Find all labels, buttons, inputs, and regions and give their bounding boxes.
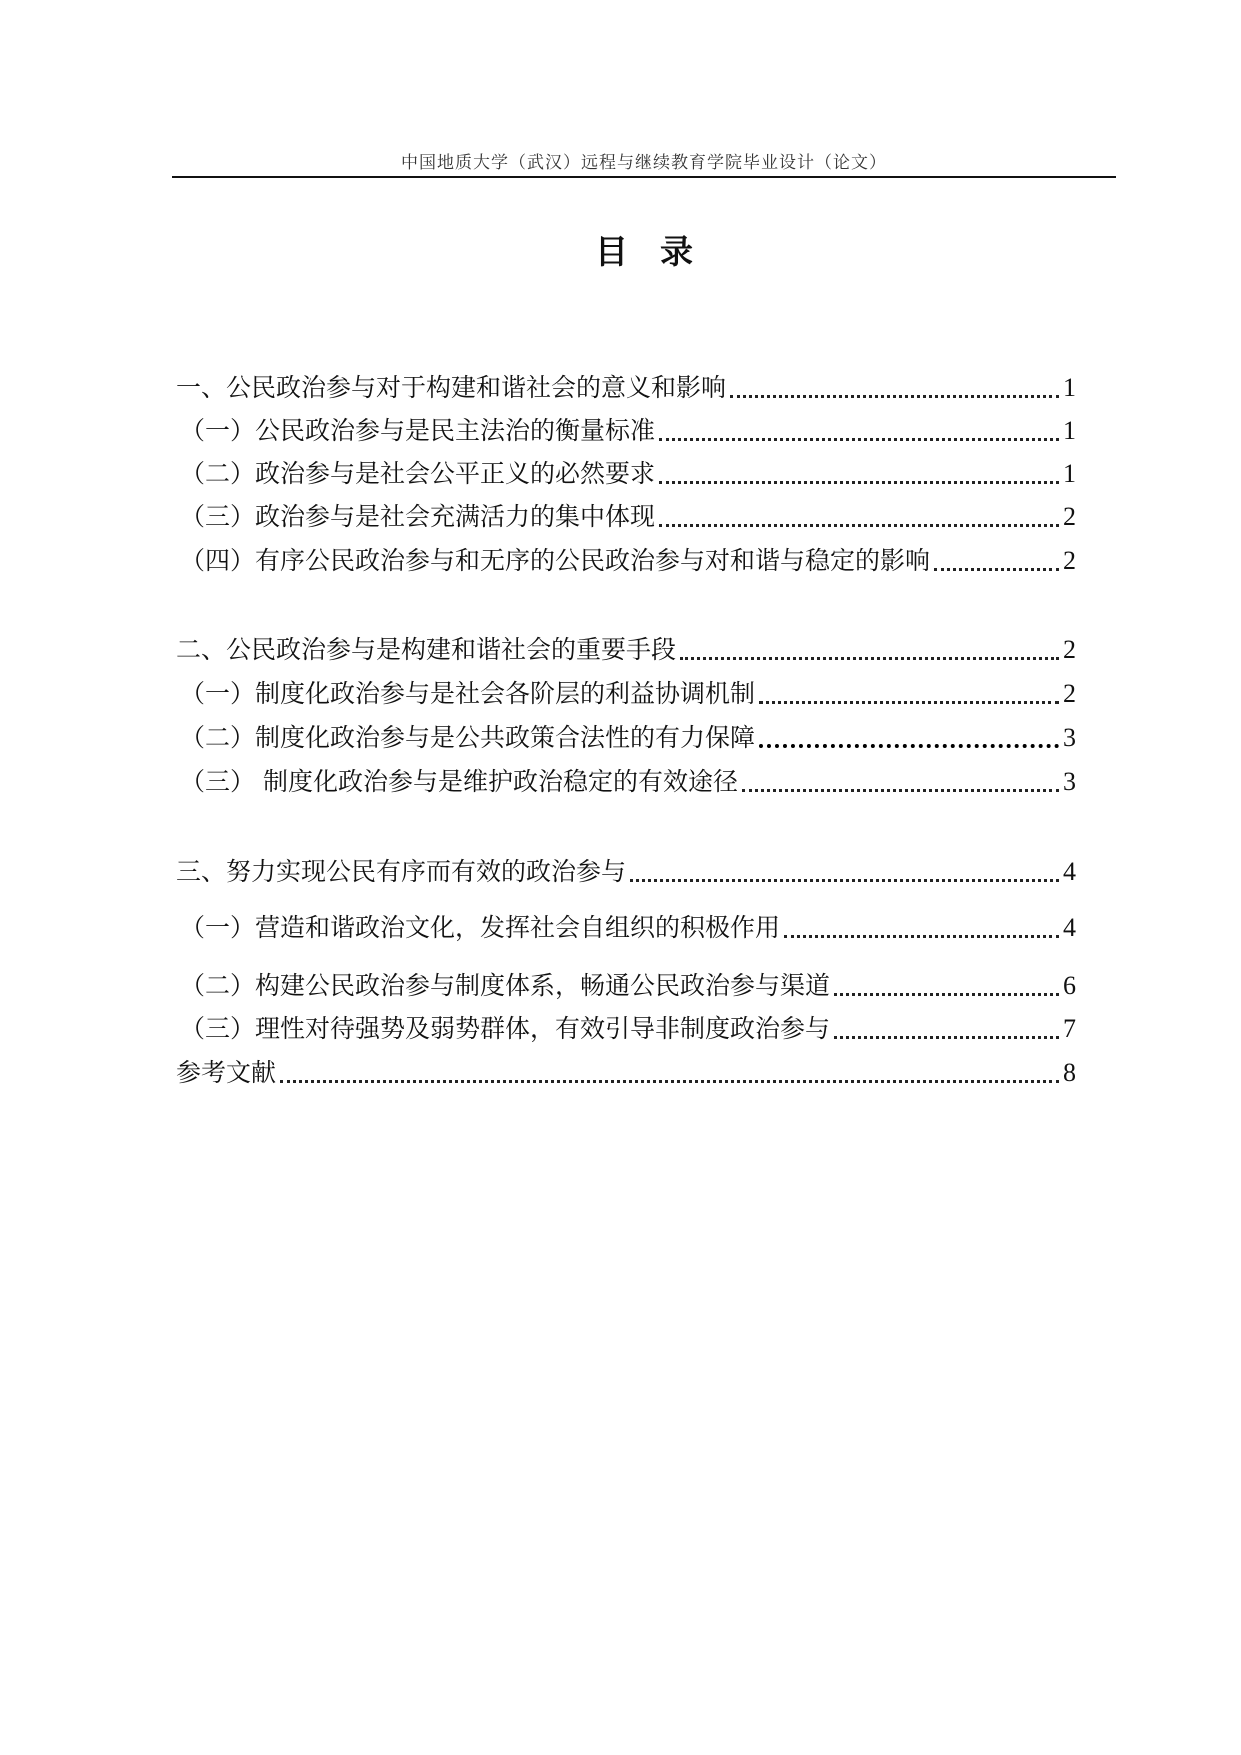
toc-leader-dots xyxy=(659,524,1059,527)
toc-entry[interactable] xyxy=(176,764,1076,800)
toc-entry[interactable] xyxy=(176,543,1076,579)
toc-entry-page: 2 xyxy=(1063,635,1076,664)
toc-leader-dots xyxy=(784,935,1059,938)
toc-entry-page: 3 xyxy=(1063,723,1076,752)
header-rule xyxy=(172,176,1116,178)
toc-entry[interactable] xyxy=(176,456,1076,492)
toc-entry-page: 4 xyxy=(1063,857,1076,886)
toc-entry-page: 6 xyxy=(1063,971,1076,1000)
toc-entry-label: （一）制度化政治参与是社会各阶层的利益协调机制 xyxy=(180,679,756,708)
toc-entry-label: （一）营造和谐政治文化，发挥社会自组织的积极作用 xyxy=(180,913,781,942)
toc-entry-label: （二）政治参与是社会公平正义的必然要求 xyxy=(180,459,656,488)
toc-entry-page: 8 xyxy=(1063,1058,1076,1087)
toc-entry[interactable] xyxy=(176,1011,1076,1047)
toc-entry-label: 一、公民政治参与对于构建和谐社会的意义和影响 xyxy=(176,373,727,402)
toc-entry-page: 1 xyxy=(1063,416,1076,445)
toc-entry[interactable] xyxy=(176,1055,1076,1091)
toc-entry-page: 2 xyxy=(1063,679,1076,708)
toc-leader-dots xyxy=(630,879,1059,882)
toc-entry-page: 3 xyxy=(1063,767,1076,796)
toc-entry[interactable] xyxy=(176,968,1076,1004)
toc-leader-dots xyxy=(834,1036,1059,1039)
toc-entry[interactable] xyxy=(176,720,1076,756)
toc-leader-dots xyxy=(280,1080,1059,1083)
toc-entry[interactable] xyxy=(176,854,1076,890)
toc-leader-dots xyxy=(934,568,1059,571)
toc-entry-page: 4 xyxy=(1063,913,1076,942)
toc-entry[interactable] xyxy=(176,632,1076,668)
toc-entry[interactable] xyxy=(176,910,1076,946)
toc-entry-label: （二）构建公民政治参与制度体系，畅通公民政治参与渠道 xyxy=(180,971,831,1000)
toc-entry-page: 2 xyxy=(1063,546,1076,575)
toc-entry-page: 7 xyxy=(1063,1014,1076,1043)
toc-leader-dots xyxy=(759,744,1059,748)
toc-entry[interactable] xyxy=(176,676,1076,712)
toc-entry-label: （三）政治参与是社会充满活力的集中体现 xyxy=(180,502,656,531)
toc-entry-label: （四）有序公民政治参与和无序的公民政治参与对和谐与稳定的影响 xyxy=(180,546,931,575)
toc-leader-dots xyxy=(742,789,1059,792)
page-title: 目录 xyxy=(595,232,725,271)
toc-entry-label: （三）理性对待强势及弱势群体，有效引导非制度政治参与 xyxy=(180,1014,831,1043)
toc-leader-dots xyxy=(680,657,1059,660)
toc-leader-dots xyxy=(659,481,1059,484)
toc-leader-dots xyxy=(834,993,1059,996)
toc-entry[interactable] xyxy=(176,499,1076,535)
toc-entry-label: （三） 制度化政治参与是维护政治稳定的有效途径 xyxy=(180,767,738,796)
toc-entry-label: 二、公民政治参与是构建和谐社会的重要手段 xyxy=(176,635,677,664)
toc-entry-label: （一）公民政治参与是民主法治的衡量标准 xyxy=(180,416,656,445)
toc-entry[interactable] xyxy=(176,370,1076,406)
toc-leader-dots xyxy=(759,701,1059,704)
toc-leader-dots xyxy=(730,395,1059,398)
toc-entry-page: 2 xyxy=(1063,502,1076,531)
toc-leader-dots xyxy=(659,438,1059,441)
running-header: 中国地质大学（武汉）远程与继续教育学院毕业设计（论文） xyxy=(401,153,887,173)
toc-entry[interactable] xyxy=(176,413,1076,449)
toc-entry-page: 1 xyxy=(1063,373,1076,402)
toc-entry-label: 参考文献 xyxy=(176,1058,277,1087)
toc-entry-page: 1 xyxy=(1063,459,1076,488)
toc-entry-label: 三、努力实现公民有序而有效的政治参与 xyxy=(176,857,627,886)
toc-entry-label: （二）制度化政治参与是公共政策合法性的有力保障 xyxy=(180,723,756,752)
